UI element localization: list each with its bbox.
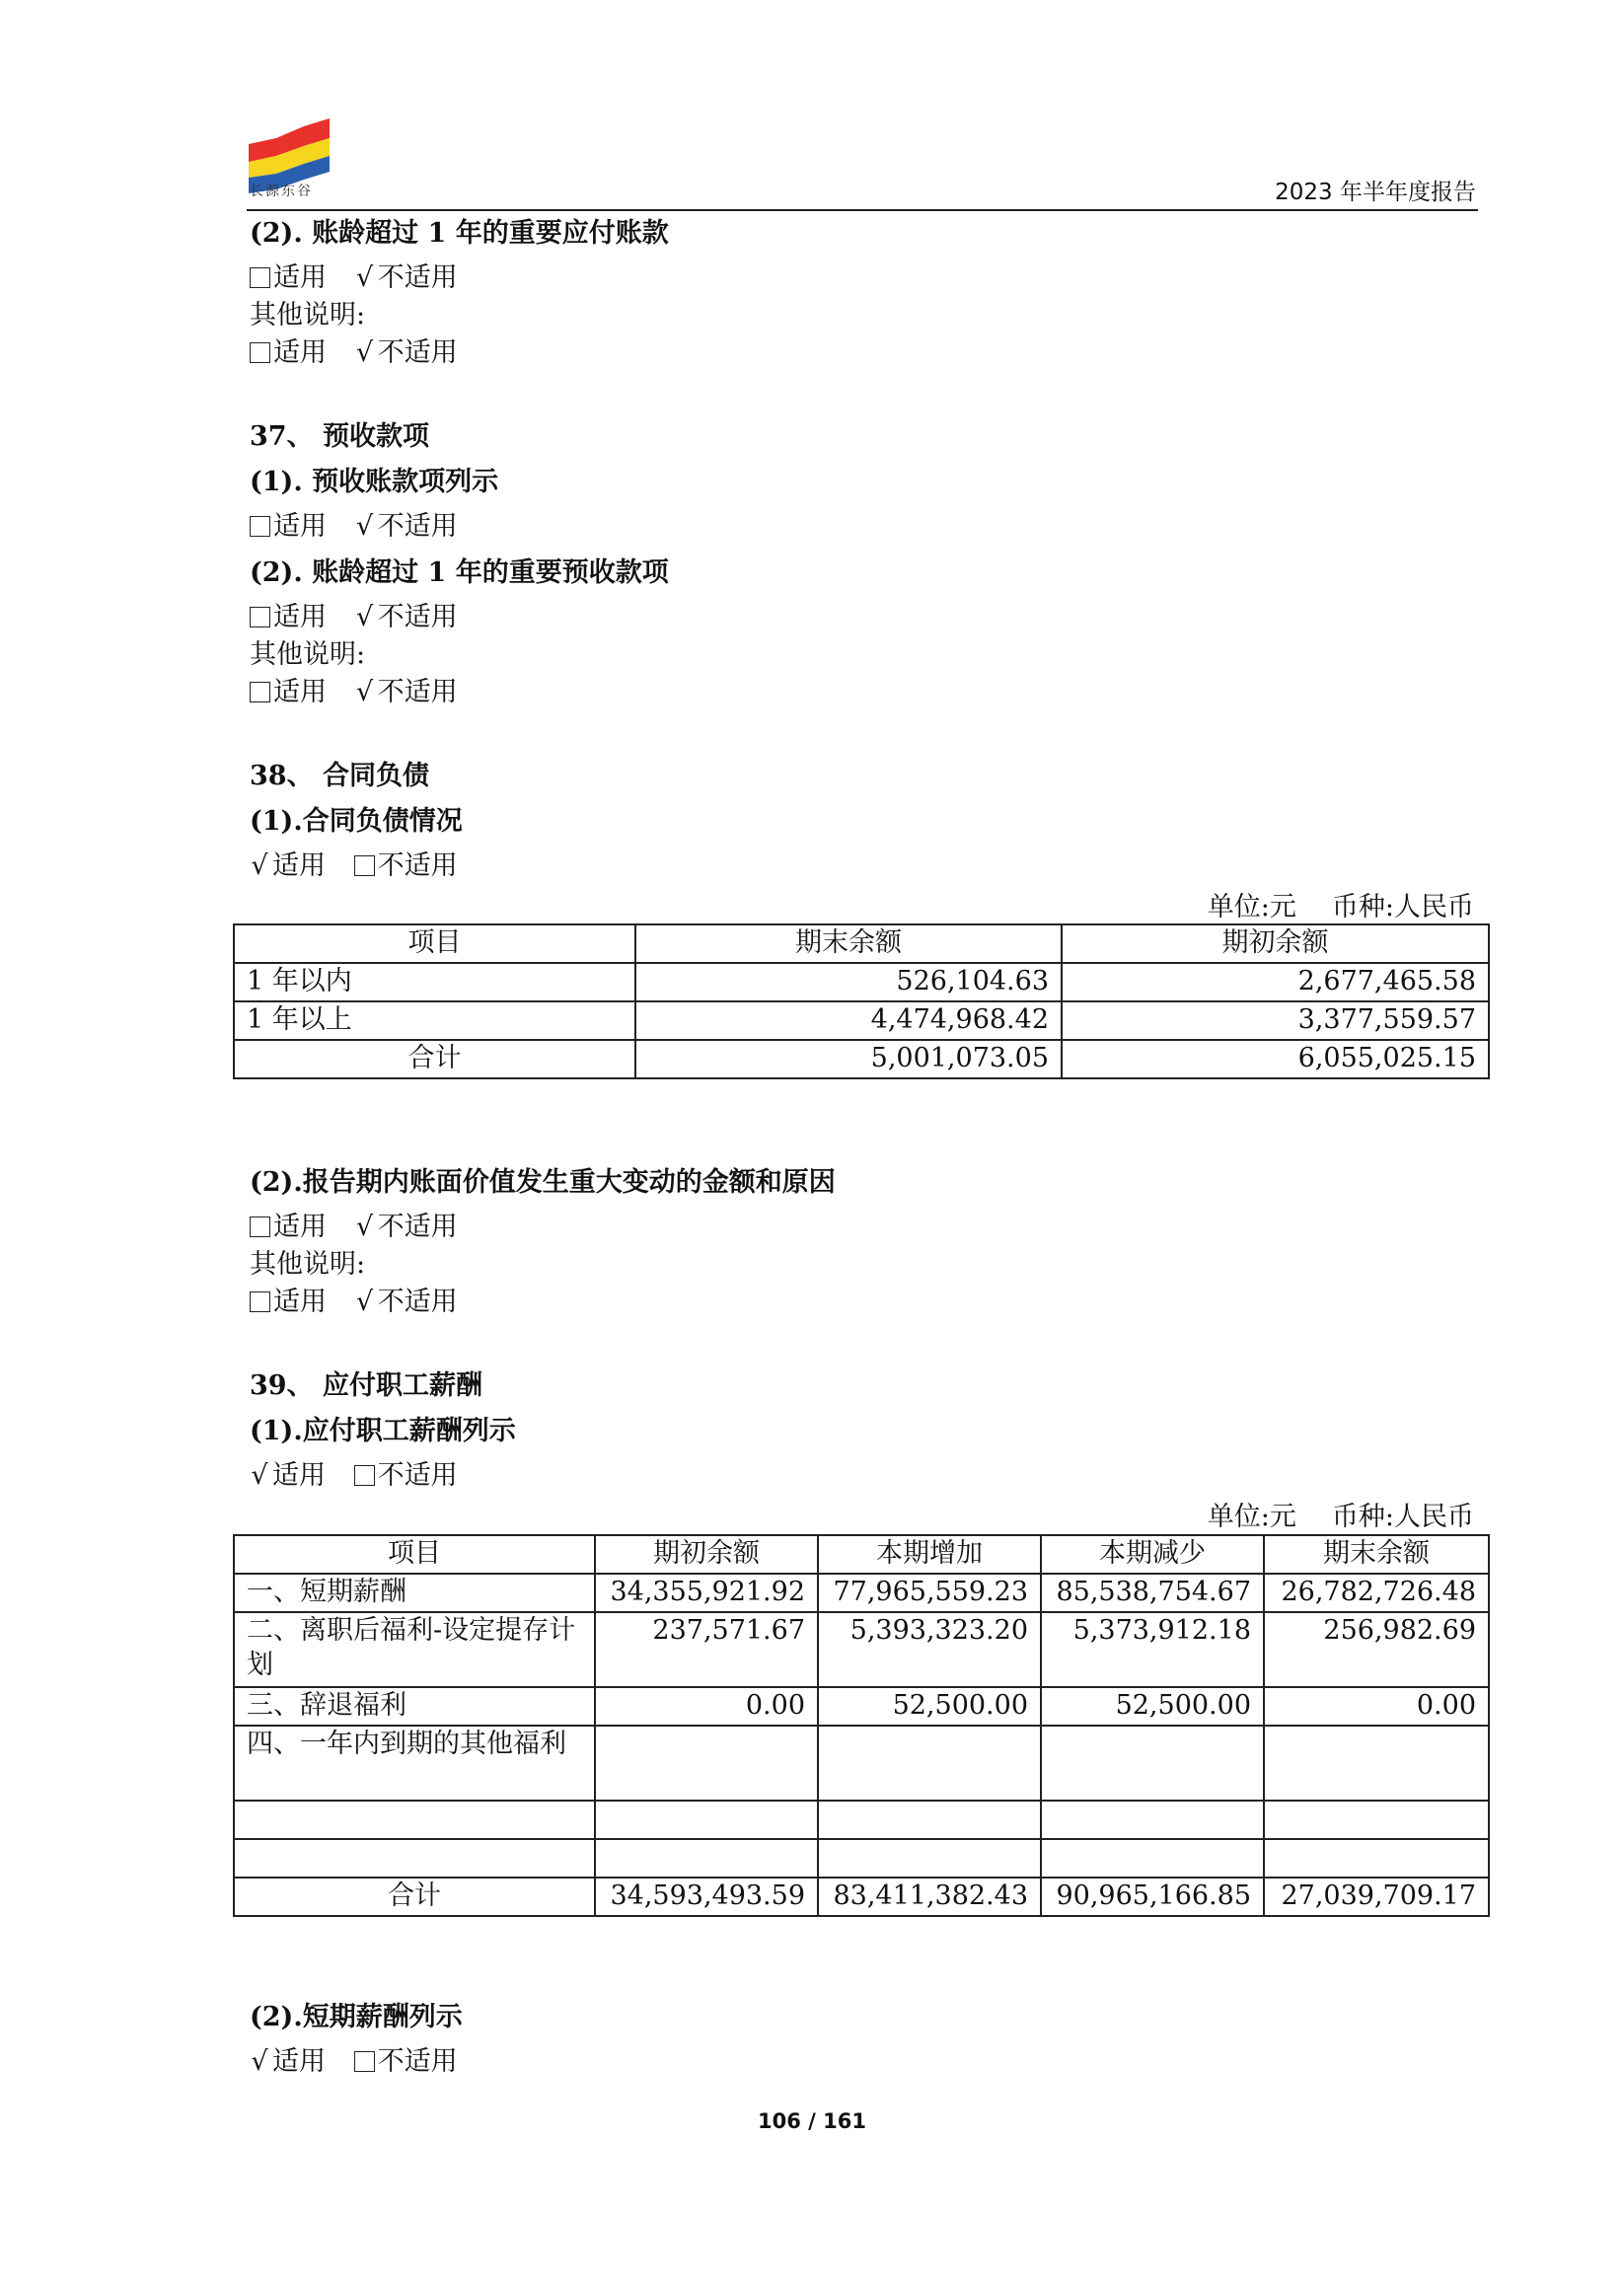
checkmark-icon: √ — [251, 2046, 268, 2077]
checkbox-empty-icon — [250, 1216, 270, 1237]
beginning-balance: 237,571.67 — [595, 1612, 818, 1687]
table-row — [234, 1001, 1489, 1040]
checkmark-icon: √ — [251, 1460, 268, 1491]
header-divider — [247, 209, 1478, 211]
option-row — [250, 508, 478, 546]
other-notes-label: 其他说明: — [250, 300, 366, 331]
report-title: 2023 年半年度报告 — [1275, 180, 1476, 205]
option-not-applicable: √ 不适用 — [355, 674, 458, 711]
column-header: 项目 — [234, 1535, 595, 1574]
unit-label: 单位:元 — [1207, 1502, 1296, 1532]
period-increase: 52,500.00 — [818, 1687, 1041, 1726]
period-decrease — [1041, 1839, 1264, 1878]
column-header: 期初余额 — [595, 1535, 818, 1574]
option-applicable: √ 适用 — [250, 2043, 326, 2081]
section-37-1-title: (1). 预收账款项列示 — [250, 467, 499, 497]
table-row — [234, 1612, 1489, 1687]
section-37-2-title: (2). 账龄超过 1 年的重要预收款项 — [250, 557, 669, 588]
option-applicable: 适用 — [250, 508, 327, 546]
option-row — [250, 1209, 478, 1246]
ending-balance: 26,782,726.48 — [1264, 1574, 1489, 1612]
option-not-applicable: √ 不适用 — [355, 508, 458, 546]
checkbox-empty-icon — [250, 1291, 270, 1312]
beginning-balance: 3,377,559.57 — [1062, 1001, 1489, 1040]
checkmark-icon: √ — [251, 850, 268, 881]
section-38-2-title: (2).报告期内账面价值发生重大变动的金额和原因 — [250, 1167, 836, 1198]
period-increase: 5,393,323.20 — [818, 1612, 1041, 1687]
row-item — [234, 1801, 595, 1839]
option-not-applicable: √ 不适用 — [355, 1209, 458, 1246]
period-decrease — [1041, 1726, 1264, 1801]
table-total-row — [234, 1878, 1489, 1916]
column-header: 期末余额 — [635, 924, 1062, 963]
row-item: 合计 — [234, 1040, 635, 1078]
checkbox-empty-icon — [354, 2051, 375, 2072]
section-39-1-title: (1).应付职工薪酬列示 — [250, 1416, 516, 1446]
checkbox-empty-icon — [250, 267, 270, 288]
checkmark-icon: √ — [355, 262, 374, 293]
unit-currency-line — [1208, 1495, 1474, 1533]
option-row — [250, 1284, 478, 1321]
period-increase: 83,411,382.43 — [818, 1878, 1041, 1916]
ending-balance — [1264, 1726, 1489, 1801]
table-row — [234, 1726, 1489, 1801]
option-applicable: √ 适用 — [250, 1457, 326, 1495]
ending-balance — [1264, 1839, 1489, 1878]
option-not-applicable: 不适用 — [354, 1457, 458, 1495]
option-not-applicable: √ 不适用 — [355, 599, 458, 636]
checkmark-icon: √ — [355, 602, 374, 632]
row-item: 四、一年内到期的其他福利 — [234, 1726, 595, 1801]
option-row — [250, 259, 478, 297]
row-item: 合计 — [234, 1878, 595, 1916]
option-row — [250, 599, 478, 636]
period-decrease — [1041, 1801, 1264, 1839]
checkbox-empty-icon — [250, 516, 270, 537]
ending-balance — [1264, 1801, 1489, 1839]
period-increase — [818, 1839, 1041, 1878]
checkmark-icon: √ — [355, 511, 374, 542]
period-decrease: 90,965,166.85 — [1041, 1878, 1264, 1916]
option-applicable: 适用 — [250, 674, 327, 711]
period-increase: 77,965,559.23 — [818, 1574, 1041, 1612]
checkbox-empty-icon — [250, 607, 270, 627]
period-increase — [818, 1801, 1041, 1839]
column-header: 期初余额 — [1062, 924, 1489, 963]
period-decrease: 5,373,912.18 — [1041, 1612, 1264, 1687]
column-header: 本期减少 — [1041, 1535, 1264, 1574]
option-applicable: √ 适用 — [250, 848, 326, 885]
ending-balance: 0.00 — [1264, 1687, 1489, 1726]
other-notes-label: 其他说明: — [250, 1249, 366, 1280]
option-not-applicable: 不适用 — [354, 848, 458, 885]
section-39-title: 39、 应付职工薪酬 — [250, 1370, 482, 1401]
checkbox-empty-icon — [354, 1465, 375, 1486]
table-row — [234, 963, 1489, 1001]
option-not-applicable: √ 不适用 — [355, 334, 458, 372]
ending-balance: 5,001,073.05 — [635, 1040, 1062, 1078]
checkbox-empty-icon — [354, 855, 375, 876]
column-header: 本期增加 — [818, 1535, 1041, 1574]
checkmark-icon: √ — [355, 1212, 374, 1242]
option-not-applicable: 不适用 — [354, 2043, 458, 2081]
row-item — [234, 1839, 595, 1878]
beginning-balance — [595, 1801, 818, 1839]
checkmark-icon: √ — [355, 1287, 374, 1317]
beginning-balance: 2,677,465.58 — [1062, 963, 1489, 1001]
option-not-applicable: √ 不适用 — [355, 1284, 458, 1321]
period-decrease: 52,500.00 — [1041, 1687, 1264, 1726]
beginning-balance: 34,355,921.92 — [595, 1574, 818, 1612]
section-36-2-title: (2). 账龄超过 1 年的重要应付账款 — [250, 218, 669, 249]
section-38-title: 38、 合同负债 — [250, 761, 429, 791]
beginning-balance: 6,055,025.15 — [1062, 1040, 1489, 1078]
option-applicable: 适用 — [250, 599, 327, 636]
checkbox-empty-icon — [250, 682, 270, 702]
checkbox-empty-icon — [250, 342, 270, 363]
option-row — [250, 1457, 478, 1495]
contract-liabilities-table — [233, 923, 1490, 1079]
option-applicable: 适用 — [250, 259, 327, 297]
row-item: 二、离职后福利-设定提存计划 — [234, 1612, 595, 1687]
table-row — [234, 1839, 1489, 1878]
option-applicable: 适用 — [250, 1209, 327, 1246]
currency-label: 币种:人民币 — [1331, 1502, 1474, 1532]
currency-label: 币种:人民币 — [1331, 892, 1474, 922]
table-row — [234, 1687, 1489, 1726]
table-header-row — [234, 1535, 1489, 1574]
option-applicable: 适用 — [250, 1284, 327, 1321]
row-item: 三、辞退福利 — [234, 1687, 595, 1726]
table-row — [234, 1801, 1489, 1839]
period-increase — [818, 1726, 1041, 1801]
section-37-title: 37、 预收款项 — [250, 421, 429, 452]
option-not-applicable: √ 不适用 — [355, 259, 458, 297]
unit-currency-line — [1208, 885, 1474, 923]
option-row — [250, 334, 478, 372]
section-38-1-title: (1).合同负债情况 — [250, 806, 463, 837]
table-row — [234, 1574, 1489, 1612]
ending-balance: 4,474,968.42 — [635, 1001, 1062, 1040]
other-notes-label: 其他说明: — [250, 639, 366, 670]
checkmark-icon: √ — [355, 337, 374, 368]
row-item: 一、短期薪酬 — [234, 1574, 595, 1612]
checkmark-icon: √ — [355, 677, 374, 707]
column-header: 项目 — [234, 924, 635, 963]
option-row — [250, 2043, 478, 2081]
page-number: 106 / 161 — [758, 2109, 866, 2133]
ending-balance: 526,104.63 — [635, 963, 1062, 1001]
period-decrease: 85,538,754.67 — [1041, 1574, 1264, 1612]
beginning-balance: 34,593,493.59 — [595, 1878, 818, 1916]
ending-balance: 256,982.69 — [1264, 1612, 1489, 1687]
logo-text: 长源东谷 — [250, 184, 313, 199]
ending-balance: 27,039,709.17 — [1264, 1878, 1489, 1916]
beginning-balance — [595, 1726, 818, 1801]
column-header: 期末余额 — [1264, 1535, 1489, 1574]
option-row — [250, 848, 478, 885]
row-item: 1 年以内 — [234, 963, 635, 1001]
beginning-balance — [595, 1839, 818, 1878]
table-total-row — [234, 1040, 1489, 1078]
option-row — [250, 674, 478, 711]
employee-compensation-table — [233, 1534, 1490, 1917]
unit-label: 单位:元 — [1207, 892, 1296, 922]
beginning-balance: 0.00 — [595, 1687, 818, 1726]
table-header-row — [234, 924, 1489, 963]
section-39-2-title: (2).短期薪酬列示 — [250, 2002, 463, 2032]
row-item: 1 年以上 — [234, 1001, 635, 1040]
option-applicable: 适用 — [250, 334, 327, 372]
